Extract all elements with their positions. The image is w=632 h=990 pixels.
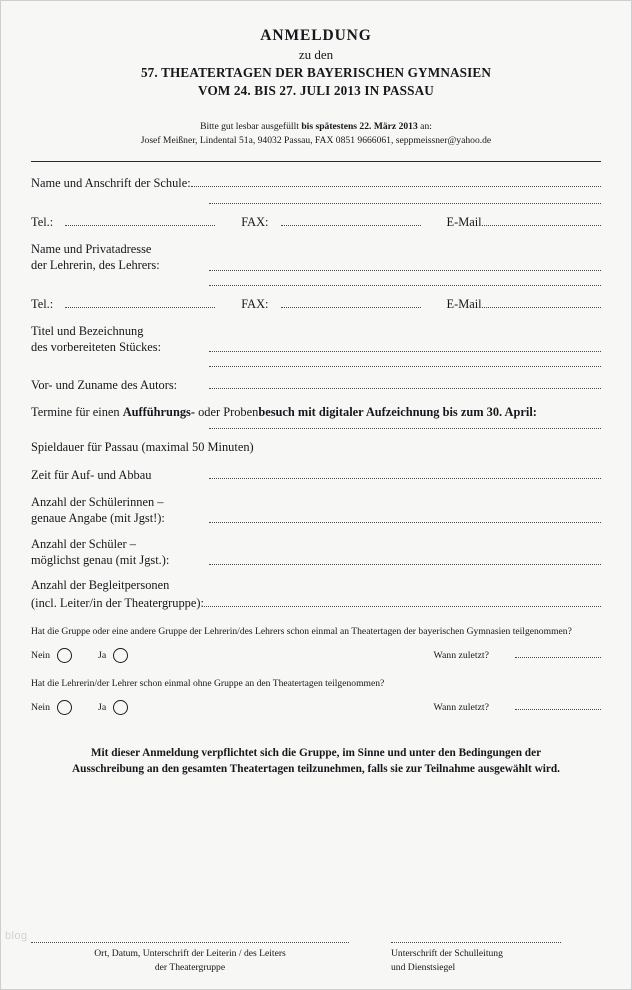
field-play-title	[31, 323, 601, 355]
termine-part1: Termine für einen	[31, 404, 123, 419]
field-school-name	[31, 176, 601, 191]
signature-block-school-admin	[391, 941, 601, 975]
signature-area	[31, 941, 601, 975]
option-yes-label: Ja	[98, 701, 107, 713]
duration-label: Spieldauer für Passau (maximal 50 Minuten)	[31, 439, 254, 454]
radio-yes-icon[interactable]	[113, 648, 128, 663]
contact-address: Josef Meißner, Lindental 51a, 94032 Passau, FAX 0851 9666061, seppmeissner@yahoo.de	[140, 135, 492, 147]
deadline-prefix: Bitte gut lesbar ausgefüllt	[200, 120, 302, 132]
setup-time-input[interactable]	[209, 469, 601, 479]
play-title-input-line2[interactable]	[209, 365, 601, 367]
girls-label-line2: genaue Angabe (mit Jgst!):	[31, 510, 165, 525]
setup-label: Zeit für Auf- und Abbau	[31, 467, 152, 482]
option-no-label: Nein	[31, 701, 51, 713]
event-name: 57. THEATERTAGEN DER BAYERISCHEN GYMNASIEN	[140, 65, 492, 80]
option-yes[interactable]	[98, 700, 128, 715]
teacher-label-line1: Name und Privatadresse	[31, 242, 152, 257]
signature-block-group-leader	[31, 941, 349, 975]
email-label: E-Mail	[446, 296, 482, 311]
when-last-input[interactable]	[515, 702, 601, 710]
school-name-input[interactable]	[191, 177, 601, 187]
author-input[interactable]	[209, 379, 601, 389]
title-subtitle: zu den	[298, 47, 334, 62]
when-last-input[interactable]	[515, 650, 601, 658]
submission-instructions	[31, 120, 601, 150]
field-author	[31, 378, 601, 393]
radio-yes-icon[interactable]	[113, 700, 128, 715]
question-options	[31, 700, 601, 715]
teacher-address-input[interactable]	[209, 284, 601, 286]
group-leader-signature-input[interactable]	[31, 941, 349, 943]
radio-no-icon[interactable]	[57, 700, 72, 715]
field-escort-count-label	[31, 578, 601, 593]
page-title: ANMELDUNG	[260, 27, 372, 44]
tel-label: Tel.:	[31, 296, 54, 311]
option-no-label: Nein	[31, 649, 51, 661]
field-teacher-contact	[31, 297, 601, 312]
option-no[interactable]	[31, 648, 72, 663]
visit-dates-input[interactable]	[209, 427, 601, 429]
document-header	[31, 27, 601, 149]
question-options	[31, 648, 601, 663]
signature-caption	[31, 947, 349, 975]
escorts-label-line1: Anzahl der Begleitpersonen	[31, 578, 170, 593]
field-female-student-count	[31, 494, 601, 526]
termine-bold2: besuch mit digitaler Aufzeichnung bis zum 30. April:	[258, 404, 537, 419]
question-group-teacher-participation	[31, 677, 601, 715]
school-tel-input[interactable]	[65, 216, 215, 226]
school-fax-input[interactable]	[281, 216, 421, 226]
left-caption-line2: der Theatergruppe	[154, 962, 226, 974]
declaration-line2: Ausschreibung an den gesamten Theatertagen teilzunehmen, falls sie zur Teilnahme ausgewählt wird.	[72, 763, 560, 776]
tel-label: Tel.:	[31, 215, 54, 230]
question-text: Hat die Gruppe oder eine andere Gruppe der Lehrerin/des Lehrers schon einmal an Theatertagen der bayerischen Gymnasien teilgenommen?	[31, 626, 572, 638]
boys-label-line2: möglichst genau (mit Jgst.):	[31, 552, 170, 567]
female-student-count-input[interactable]	[209, 522, 601, 523]
boys-label-line1: Anzahl der Schüler –	[31, 536, 136, 551]
termine-bold1: Aufführungs-	[122, 404, 195, 419]
when-last-label: Wann zuletzt?	[433, 649, 489, 661]
field-male-student-count	[31, 536, 601, 568]
option-yes[interactable]	[98, 648, 128, 663]
declaration-line1: Mit dieser Anmeldung verpflichtet sich die Gruppe, im Sinne und unter den Bedingungen der	[90, 746, 542, 759]
play-label-line1: Titel und Bezeichnung	[31, 323, 144, 338]
deadline-date: bis spätestens 22. März 2013	[301, 120, 418, 132]
school-address-input[interactable]	[209, 202, 601, 204]
left-caption-line1: Ort, Datum, Unterschrift der Leiterin / des Leiters	[94, 948, 286, 960]
escorts-label-line2: (incl. Leiter/in der Theatergruppe):	[31, 596, 204, 611]
play-title-input[interactable]	[209, 351, 601, 352]
girls-label-line1: Anzahl der Schülerinnen –	[31, 494, 164, 509]
option-yes-label: Ja	[98, 649, 107, 661]
right-caption-line1: Unterschrift der Schulleitung	[391, 948, 503, 960]
when-last-label: Wann zuletzt?	[433, 701, 489, 713]
signature-caption	[391, 947, 601, 975]
form-fields	[31, 176, 601, 611]
radio-no-icon[interactable]	[57, 648, 72, 663]
when-last-group	[433, 702, 601, 713]
question-group-prior-participation	[31, 625, 601, 663]
question-text: Hat die Lehrerin/der Lehrer schon einmal ohne Gruppe an den Theatertagen teilgenommen?	[31, 677, 385, 689]
option-no[interactable]	[31, 700, 72, 715]
teacher-tel-input[interactable]	[65, 298, 215, 308]
email-label: E-Mail	[446, 215, 482, 230]
teacher-fax-input[interactable]	[281, 298, 421, 308]
teacher-name-input[interactable]	[209, 270, 601, 271]
school-email-input[interactable]	[482, 216, 601, 226]
field-escort-count	[31, 596, 601, 611]
male-student-count-input[interactable]	[209, 564, 601, 565]
watermark: blog	[5, 930, 28, 942]
field-setup-time	[31, 468, 601, 483]
right-caption-line2: und Dienstsiegel	[391, 962, 456, 974]
when-last-group	[433, 650, 601, 661]
field-teacher-address	[31, 241, 601, 273]
deadline-suffix: an:	[417, 120, 432, 132]
termine-part2: oder Proben	[195, 404, 259, 419]
field-school-contact	[31, 215, 601, 230]
field-duration	[31, 440, 601, 455]
signature-row	[31, 941, 601, 975]
declaration-text	[49, 745, 583, 778]
fax-label: FAX:	[241, 296, 269, 311]
play-label-line2: des vorbereiteten Stückes:	[31, 339, 162, 354]
field-label: Name und Anschrift der Schule:	[31, 176, 191, 191]
school-admin-signature-input[interactable]	[391, 941, 561, 943]
fax-label: FAX:	[241, 215, 269, 230]
escort-count-input[interactable]	[204, 597, 601, 607]
header-divider	[31, 161, 601, 162]
teacher-label-line2: der Lehrerin, des Lehrers:	[31, 258, 160, 273]
author-label: Vor- und Zuname des Autors:	[31, 377, 178, 392]
deadline-line	[31, 120, 601, 135]
page-content	[1, 1, 631, 989]
teacher-email-input[interactable]	[482, 298, 601, 308]
visit-dates-note	[31, 404, 601, 421]
event-dates: VOM 24. BIS 27. JULI 2013 IN PASSAU	[198, 82, 434, 98]
